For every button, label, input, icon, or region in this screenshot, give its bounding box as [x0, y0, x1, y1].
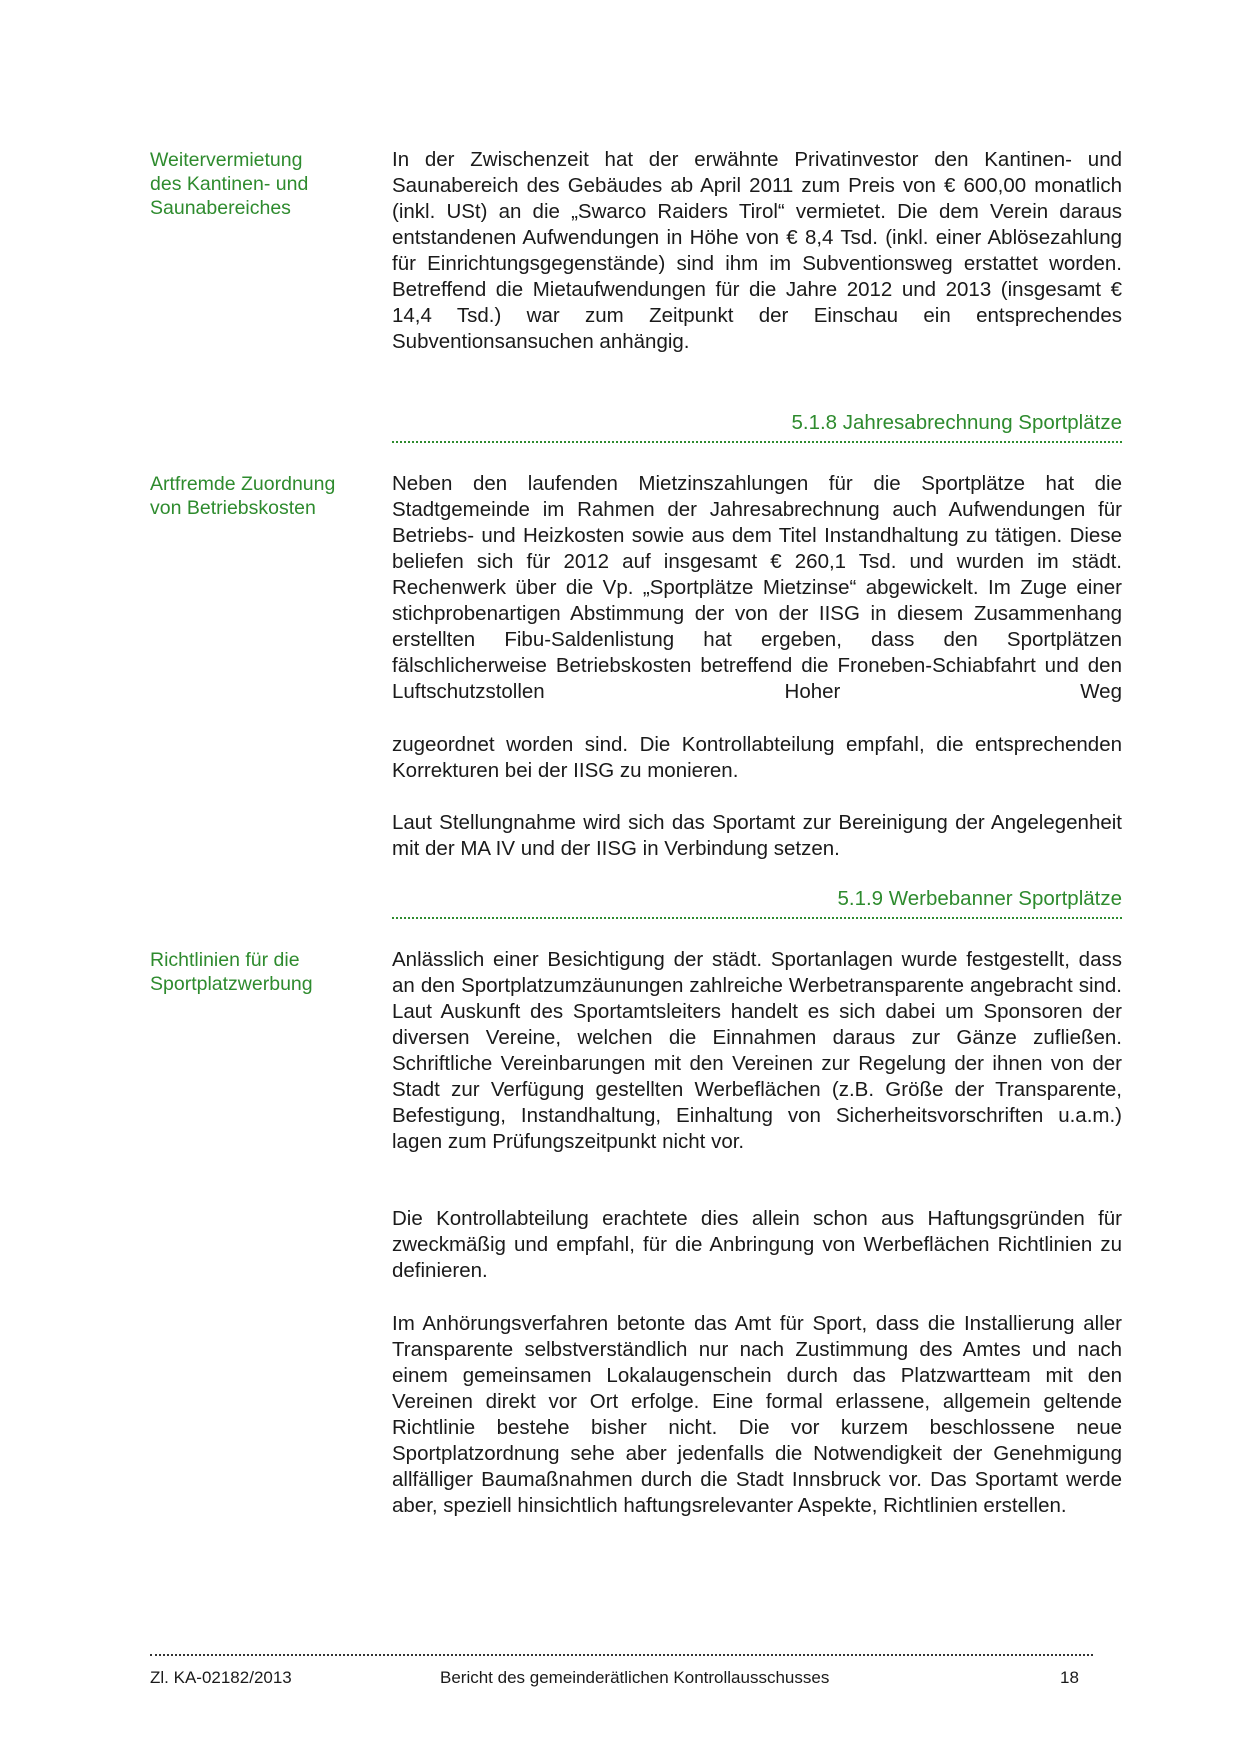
- side-label-weitervermietung: Weitervermietung des Kantinen- und Saunabereiches: [150, 149, 309, 219]
- footer-reference: Zl. KA-02182/2013: [150, 1668, 292, 1687]
- paragraph-artfremde-zuordnung-1: [392, 471, 1122, 705]
- body-paragraph: Die Kontrollabteilung erachtete dies allein schon aus Haftungsgründen für zweckmäßig und empfahl, für die Anbringung von Werbeflächen Richtlinien zu definieren.: [392, 1207, 1122, 1282]
- paragraph-richtlinien-3: [392, 1311, 1122, 1519]
- side-label-artfremde-zuordnung: Artfremde Zuordnung von Betriebskosten: [150, 473, 336, 519]
- footer-divider: [150, 1654, 1093, 1656]
- side-label-richtlinien: Richtlinien für die Sportplatzwerbung: [150, 949, 313, 995]
- body-paragraph: zugeordnet worden sind. Die Kontrollabteilung empfahl, die entsprechenden Korrekturen bei der IISG zu monieren.: [392, 733, 1122, 782]
- body-paragraph: Anlässlich einer Besichtigung der städt. Sportanlagen wurde festgestellt, dass an den Sportplatzumzäunungen zahlreiche Werbetransparente angebracht sind. Laut Auskunft des Sportamtsleiters handelt es sich dabei um Sponsoren der diversen Vereine, welchen die Einnahmen daraus zur Gänze zufließen. Schriftliche Vereinbarungen mit den Vereinen zur Regelung der ihnen von der Stadt zur Verfügung gestellten Werbeflächen (z.B. Größe der Transparente, Befestigung, Instandhaltung, Einhaltung von Sicherheitsvorschriften u.a.m.) lagen zum Prüfungszeitpunkt nicht vor.: [392, 948, 1122, 1153]
- paragraph-weitervermietung: [392, 147, 1122, 355]
- body-paragraph: Laut Stellungnahme wird sich das Sportamt zur Bereinigung der Angelegenheit mit der MA IV und der IISG in Verbindung setzen.: [392, 811, 1122, 860]
- paragraph-artfremde-zuordnung-3: [392, 810, 1122, 862]
- body-paragraph: Neben den laufenden Mietzinszahlungen für die Sportplätze hat die Stadtgemeinde im Rahmen der Jahresabrechnung auch Aufwendungen für Betriebs- und Heizkosten sowie aus dem Titel Instandhaltung zu tätigen. Diese beliefen sich für 2012 auf insgesamt € 260,1 Tsd. und wurden im städt. Rechenwerk über die Vp. „Sportplätze Mietzinse“ abgewickelt. Im Zuge einer stichprobenartigen Abstimmung der von der IISG in diesem Zusammenhang erstellten Fibu-Saldenlistung hat ergeben, dass den Sportplätzen fälschlicherweise Betriebskosten betreffend die Froneben-Schiabfahrt und den Luftschutzstollen Hoher Weg: [392, 472, 1122, 703]
- section-heading-5-1-8: 5.1.8 Jahresabrechnung Sportplätze: [791, 411, 1122, 434]
- footer-page-number: 18: [1060, 1668, 1079, 1687]
- paragraph-richtlinien-2: [392, 1206, 1122, 1284]
- heading-divider: [392, 917, 1122, 919]
- heading-divider: [392, 441, 1122, 443]
- body-paragraph: In der Zwischenzeit hat der erwähnte Privatinvestor den Kantinen- und Saunabereich des Gebäudes ab April 2011 zum Preis von € 600,00 monatlich (inkl. USt) an die „Swarco Raiders Tirol“ vermietet. Die dem Verein daraus entstandenen Aufwendungen in Höhe von € 8,4 Tsd. (inkl. einer Ablösezahlung für Einrichtungsgegenstände) sind ihm im Subventionsweg erstattet worden. Betreffend die Mietaufwendungen für die Jahre 2012 und 2013 (insgesamt € 14,4 Tsd.) war zum Zeitpunkt der Einschau ein entsprechendes Subventionsansuchen anhängig.: [392, 148, 1122, 353]
- section-heading-5-1-9: 5.1.9 Werbebanner Sportplätze: [837, 887, 1122, 910]
- body-paragraph: Im Anhörungsverfahren betonte das Amt für Sport, dass die Installierung aller Transparente selbstverständlich nur nach Zustimmung des Amtes und nach einem gemeinsamen Lokalaugenschein durch das Platzwartteam mit den Vereinen direkt vor Ort erfolge. Eine formal erlassene, allgemein geltende Richtlinie bestehe bisher nicht. Die vor kurzem beschlossene neue Sportplatzordnung sehe aber jedenfalls die Notwendigkeit der Genehmigung allfälliger Baumaßnahmen durch die Stadt Innsbruck vor. Das Sportamt werde aber, speziell hinsichtlich haftungsrelevanter Aspekte, Richtlinien erstellen.: [392, 1312, 1122, 1517]
- footer-report-title: Bericht des gemeinderätlichen Kontrollausschusses: [440, 1668, 830, 1687]
- paragraph-artfremde-zuordnung-2: [392, 732, 1122, 784]
- paragraph-richtlinien-1: [392, 947, 1122, 1155]
